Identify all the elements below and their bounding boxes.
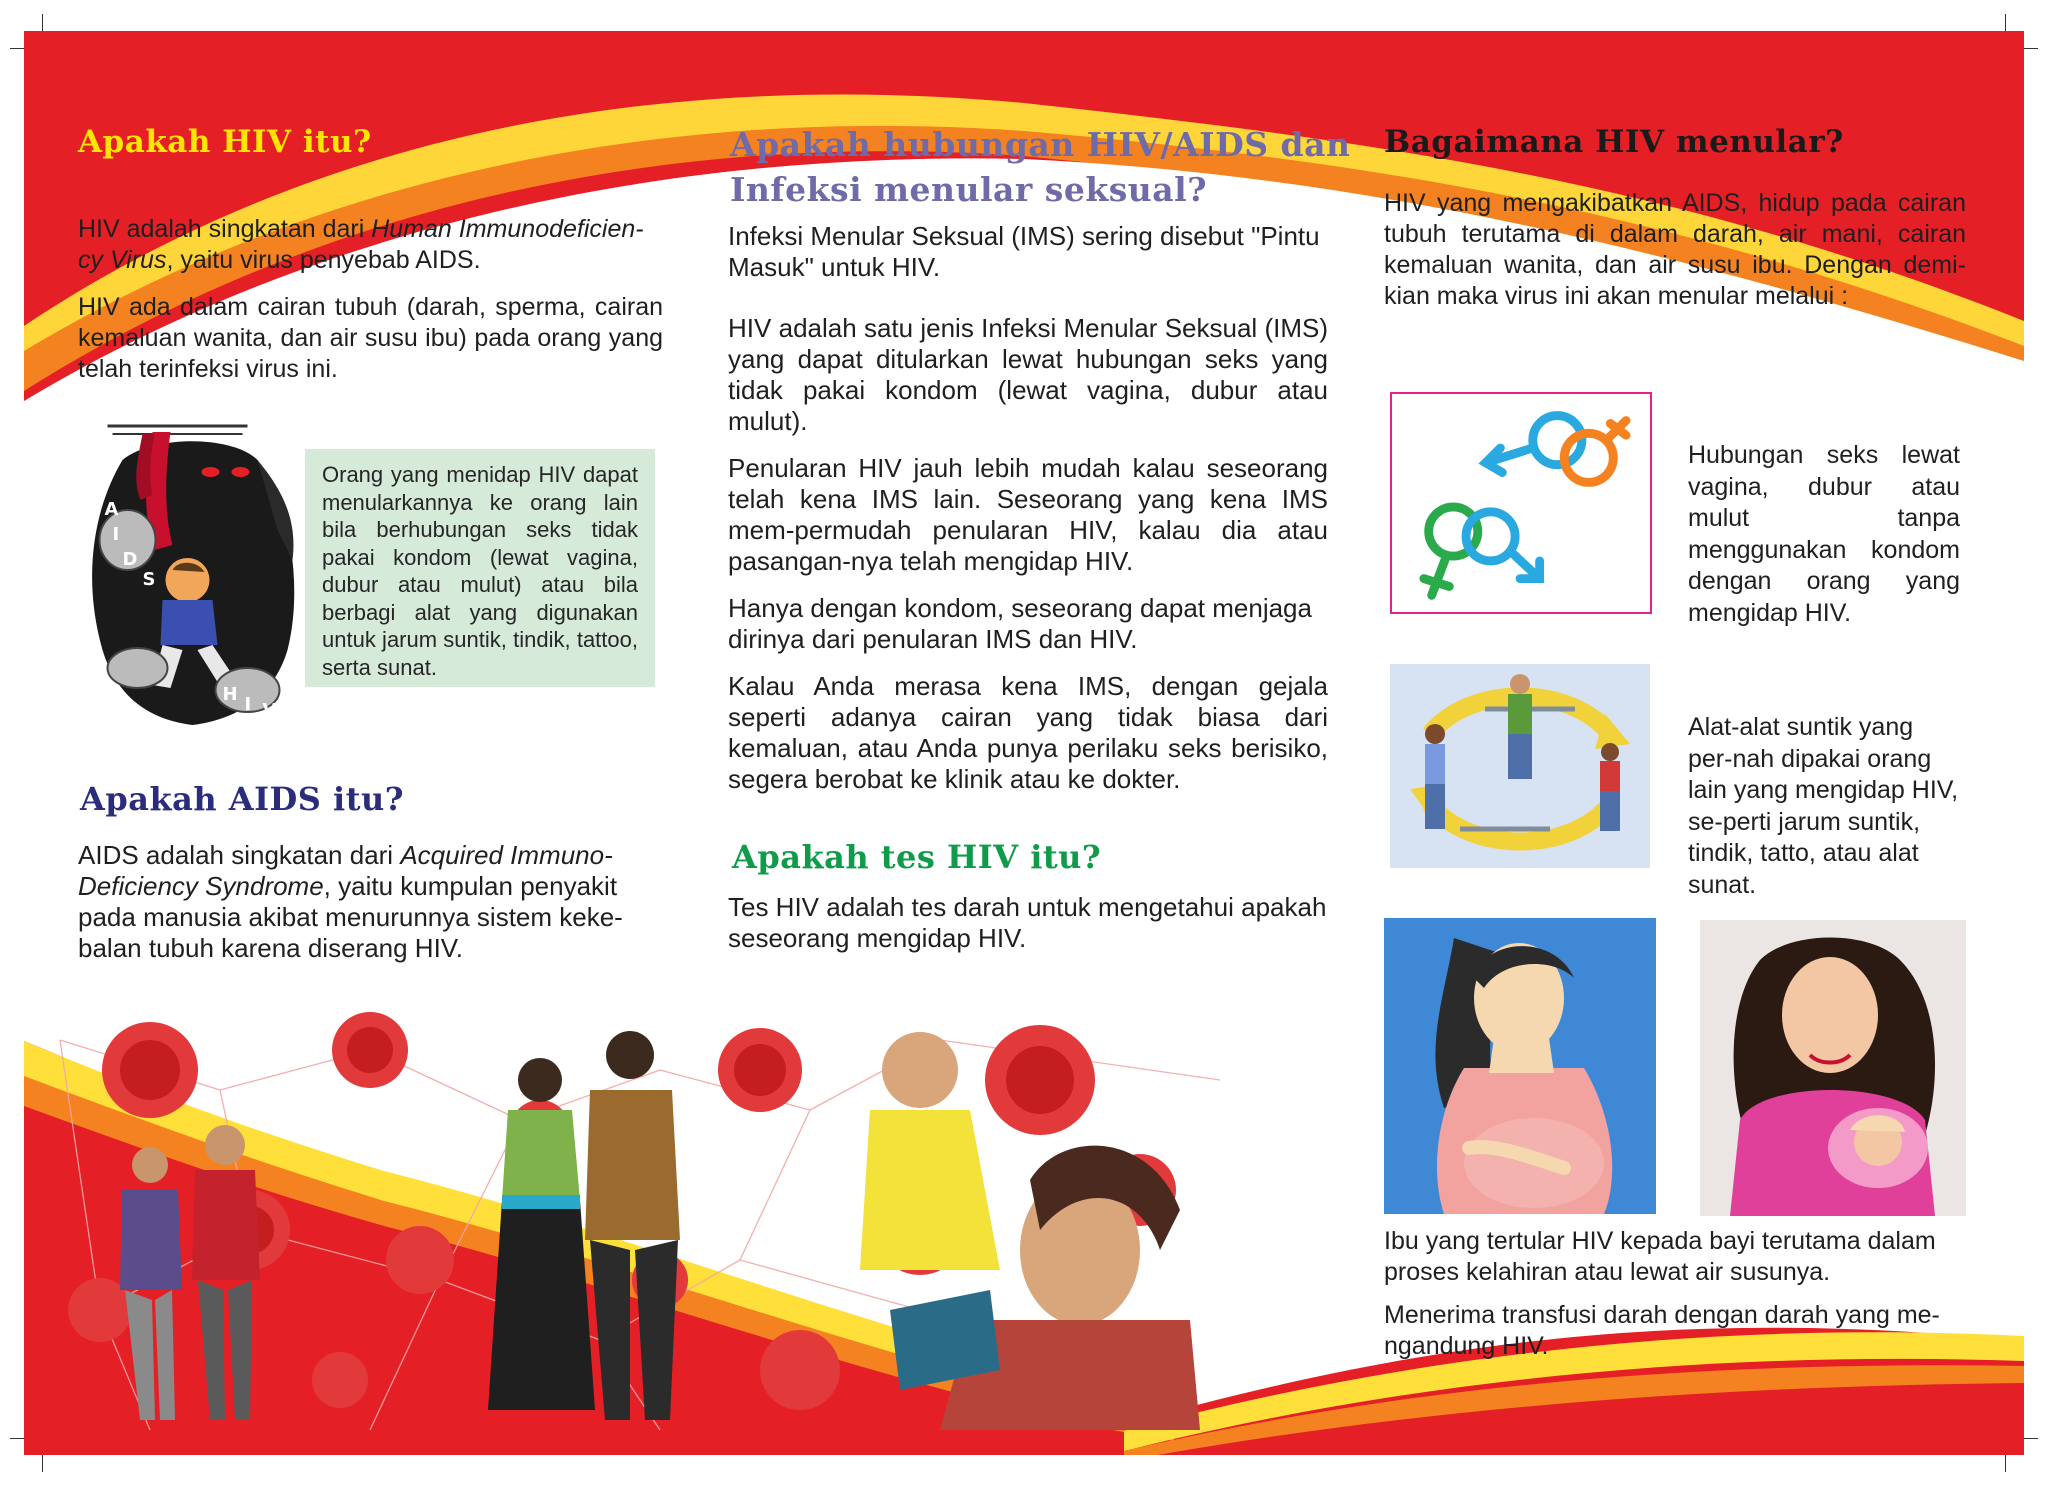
what-is-hiv-text (78, 214, 663, 401)
shared-needles-image (1390, 664, 1650, 868)
hiv-letter: V (262, 700, 277, 721)
what-is-aids-title: Apakah AIDS itu? (80, 780, 404, 818)
crop-mark (42, 1452, 43, 1472)
transmission-info-box: Orang yang menidap HIV dapat menularkannya ke orang lain bila berhubungan seks tidak pakai kondom (lewat vagina, dubur atau mulut) atau bila berbagi alat yang digunakan untuk jarum suntik, tindik, tattoo, serta sunat. (305, 449, 655, 687)
transmission-item-transfusion: Menerima transfusi darah dengan darah yang me-ngandung HIV. (1384, 1301, 1940, 1360)
breastfeeding-mother-icon (1700, 920, 1966, 1216)
what-is-aids-text (78, 840, 648, 980)
aids-letter: A (104, 499, 119, 520)
transmission-item-needles: Alat-alat suntik yang per-nah dipakai orang lain yang mengidap HIV, se-perti jarum suntik, tindik, tatto, atau alat sunat. (1688, 713, 1959, 899)
transmission-item-sex: Hubungan seks lewat vagina, dubur atau mulut tanpa menggunakan kondom dengan orang yang mengidap HIV. (1688, 441, 1960, 627)
virus-crowd-illustration (40, 1010, 1240, 1440)
crop-mark (2005, 1452, 2006, 1472)
transmission-title: Bagaimana HIV menular? (1384, 124, 1844, 160)
what-is-hiv-paragraph-2: HIV ada dalam cairan tubuh (darah, sperma, cairan kemaluan wanita, dan air susu ibu) pada orang yang telah terinfeksi virus ini. (78, 293, 663, 383)
relation-title: Apakah hubungan HIV/AIDS dan Infeksi menular seksual? (730, 125, 1351, 209)
pregnant-woman-icon (1384, 918, 1656, 1214)
relation-paragraph: Infeksi Menular Seksual (IMS) sering disebut "Pintu Masuk" untuk HIV. (728, 221, 1320, 282)
hiv-test-text: Tes HIV adalah tes darah untuk mengetahui apakah seseorang mengidap HIV. (728, 892, 1327, 953)
hiv-test-title: Apakah tes HIV itu? (732, 838, 1102, 876)
mother-baby-image (1700, 920, 1966, 1216)
what-is-aids-paragraph: AIDS adalah singkatan dari Acquired Immuno-Deficiency Syndrome, yaitu kumpulan penyakit pada manusia akibat menurunnya sistem keke-balan tubuh karena diserang HIV. (78, 840, 623, 963)
what-is-hiv-title: Apakah HIV itu? (78, 124, 372, 160)
hiv-letter: H (222, 684, 238, 705)
what-is-hiv-paragraph-1: HIV adalah singkatan dari Human Immunodeficien-cy Virus, yaitu virus penyebab AIDS. (78, 215, 644, 274)
relation-paragraph: Kalau Anda merasa kena IMS, dengan gejala seperti adanya cairan yang tidak biasa dari kemaluan, atau Anda punya perilaku seks berisiko, segera berobat ke klinik atau ke dokter. (728, 671, 1328, 794)
aids-letter: I (112, 524, 120, 545)
relation-text (728, 221, 1328, 811)
needle-sharing-icon (1390, 664, 1650, 868)
aids-letter: D (122, 549, 138, 570)
transmission-item-mother: Ibu yang tertular HIV kepada bayi terutama dalam proses kelahiran atau lewat air susunya. Menerima transfusi darah dengan darah yang me-ngandung HIV. (1384, 1226, 1974, 1378)
gender-symbols-image (1390, 392, 1652, 614)
gender-symbols-icon (1392, 394, 1650, 612)
relation-paragraph: HIV adalah satu jenis Infeksi Menular Seksual (IMS) yang dapat ditularkan lewat hubungan seks yang tidak pakai kondom (lewat vagina, dubur atau mulut). (728, 313, 1328, 436)
aids-letter: S (142, 569, 156, 590)
hiv-letter: I (244, 694, 252, 715)
transmission-intro: HIV yang mengakibatkan AIDS, hidup pada cairan tubuh terutama di dalam darah, air mani, cairan kemaluan wanita, dan air susu ibu. Dengan demi-kian maka virus ini akan menular melalui : (1384, 189, 1966, 310)
relation-paragraph: Hanya dengan kondom, seseorang dapat menjaga dirinya dari penularan IMS dan HIV. (728, 593, 1312, 654)
relation-paragraph: Penularan HIV jauh lebih mudah kalau seseorang telah kena IMS lain. Seseorang yang kena IMS mem-permudah penularan HIV, kalau dia atau pasangan-nya telah mengidap HIV. (728, 453, 1328, 576)
pregnant-mother-image (1384, 918, 1656, 1214)
aids-monster-illustration (80, 420, 305, 730)
